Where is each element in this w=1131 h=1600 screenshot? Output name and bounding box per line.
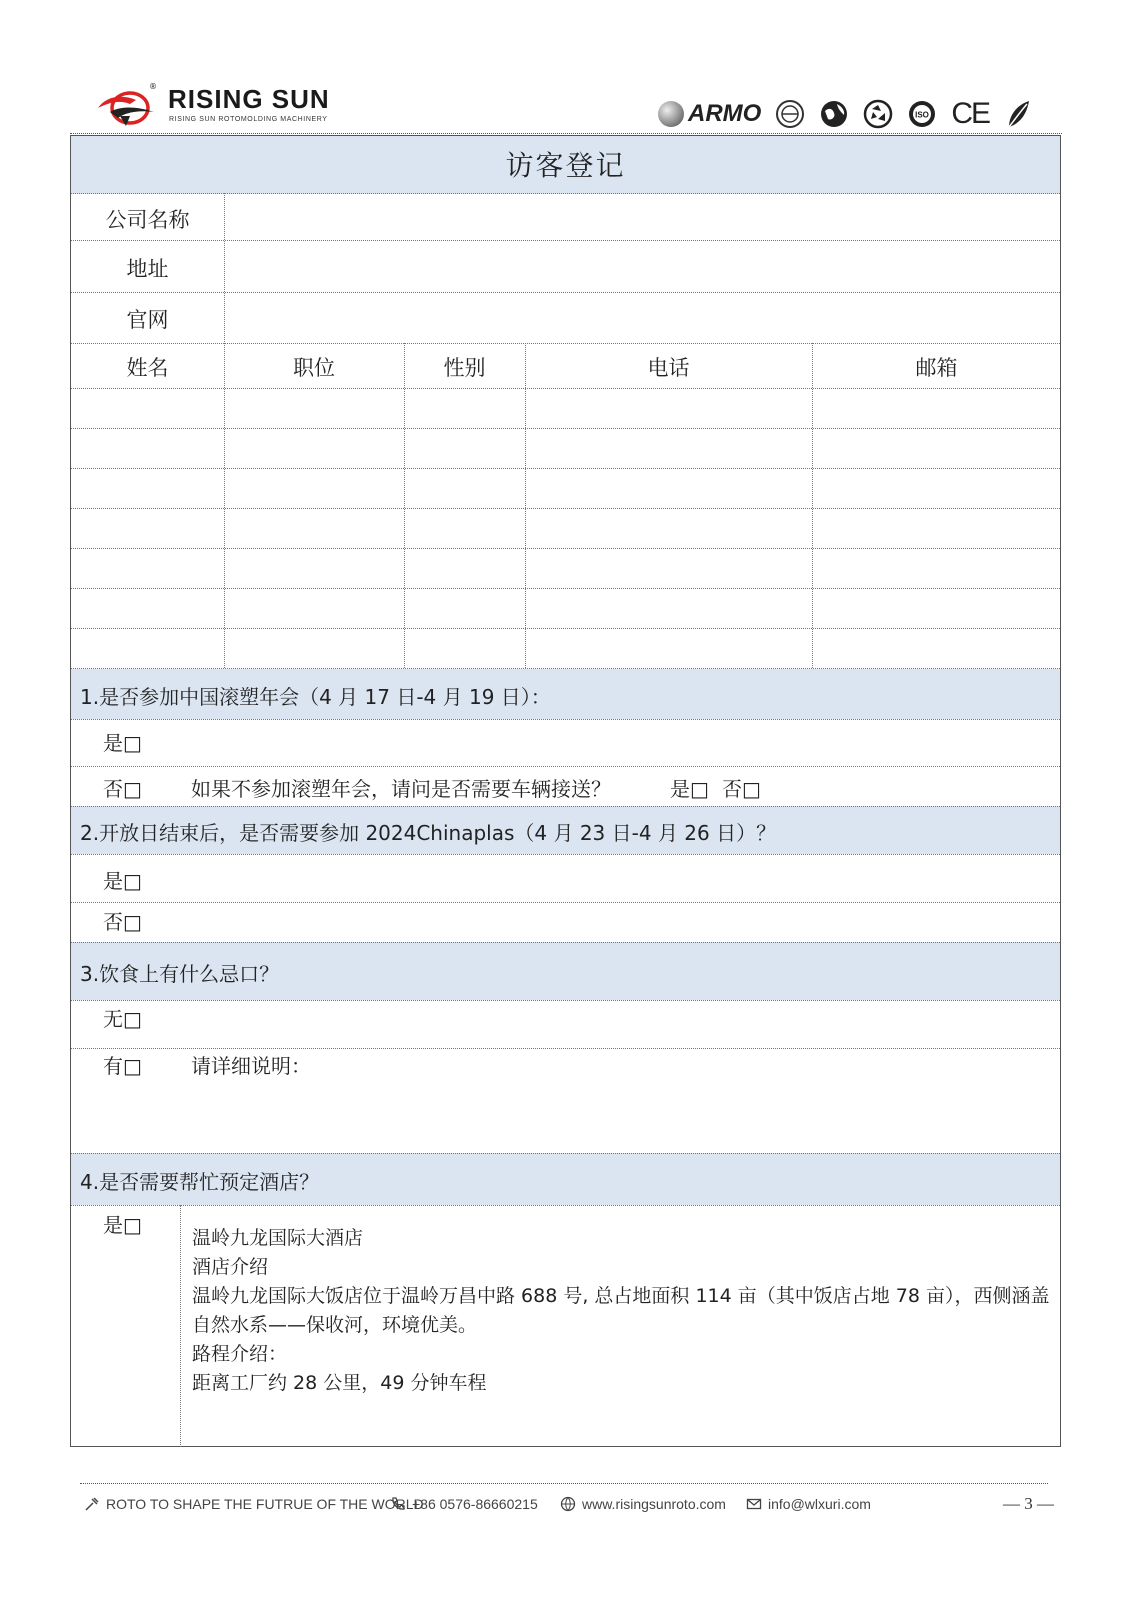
website-input[interactable] <box>225 293 1061 343</box>
website-text: www.risingsunroto.com <box>582 1496 726 1512</box>
column-header-email: 邮箱 <box>915 356 958 380</box>
footer-email[interactable] <box>746 1496 871 1512</box>
armo-ball-icon <box>658 101 684 127</box>
tool-icon <box>84 1496 100 1512</box>
iso-icon <box>907 99 937 129</box>
certification-logos <box>658 94 1033 134</box>
registered-mark: ® <box>149 82 157 91</box>
hotel-intro-title: 酒店介绍 <box>192 1256 269 1278</box>
q3-detail-input[interactable] <box>191 1081 1051 1146</box>
logo-subtitle: RISING SUN ROTOMOLDING MACHINERY <box>169 116 328 123</box>
footer-divider <box>80 1483 1048 1484</box>
route-info: 距离工厂约 28 公里，49 分钟车程 <box>192 1372 487 1394</box>
iso-text: ISO <box>915 110 930 120</box>
page-number: — 3 — <box>1003 1494 1054 1513</box>
company-logo <box>96 82 330 130</box>
cert-ring-icon <box>775 99 805 129</box>
form-title: 访客登记 <box>505 149 626 182</box>
address-input[interactable] <box>225 241 1061 292</box>
footer-slogan <box>84 1496 424 1512</box>
q3-has-checkbox[interactable]: 有□ <box>103 1054 142 1078</box>
q2-yes-checkbox[interactable]: 是□ <box>103 869 142 893</box>
armo-text: ARMO <box>687 100 762 127</box>
phone-text: +86 0576-86660215 <box>412 1496 538 1512</box>
q1-followup-text: 如果不参加滚塑年会，请问是否需要车辆接送？ <box>191 777 611 801</box>
mail-icon <box>746 1496 762 1512</box>
slogan-text: ROTO TO SHAPE THE FUTRUE OF THE WORLD <box>106 1496 424 1512</box>
hotel-info <box>192 1224 1057 1398</box>
phone-icon <box>390 1496 406 1512</box>
armo-logo <box>658 100 761 128</box>
company-name-label: 公司名称 <box>105 208 190 232</box>
column-header-phone: 电话 <box>647 356 690 380</box>
column-header-position: 职位 <box>293 356 335 380</box>
leaf-icon <box>1003 99 1033 129</box>
ce-mark: CE <box>951 97 989 130</box>
website-label: 官网 <box>126 308 169 332</box>
visitor-registration-form <box>70 135 1061 1447</box>
globe-web-icon <box>560 1496 576 1512</box>
q1-no-checkbox[interactable]: 否□ <box>103 777 142 801</box>
hotel-name: 温岭九龙国际大酒店 <box>192 1227 364 1249</box>
q1-pickup-yes-checkbox[interactable]: 是□ <box>670 777 709 801</box>
q3-detail-label: 请详细说明： <box>191 1054 311 1078</box>
recycle-icon <box>863 99 893 129</box>
q2-no-checkbox[interactable]: 否□ <box>103 910 142 934</box>
q1-yes-checkbox[interactable]: 是□ <box>103 731 142 755</box>
question-4: 4.是否需要帮忙预定酒店？ <box>80 1170 320 1194</box>
page-footer <box>84 1496 1054 1520</box>
q3-none-checkbox[interactable]: 无□ <box>103 1007 142 1031</box>
logo-text: RISING SUN <box>168 84 330 114</box>
footer-phone[interactable] <box>390 1496 538 1512</box>
footer-website[interactable] <box>560 1496 726 1512</box>
column-header-name: 姓名 <box>126 356 169 380</box>
q1-pickup-no-checkbox[interactable]: 否□ <box>722 777 761 801</box>
address-label: 地址 <box>126 257 169 281</box>
question-2: 2.开放日结束后，是否需要参加 2024Chinaplas（4 月 23 日-4 月 26 日）？ <box>80 821 777 845</box>
globe-icon <box>819 99 849 129</box>
company-name-input[interactable] <box>225 194 1061 240</box>
question-3: 3.饮食上有什么忌口？ <box>80 962 280 986</box>
column-header-gender: 性别 <box>443 356 486 380</box>
email-text: info@wlxuri.com <box>768 1496 871 1512</box>
hotel-intro: 温岭九龙国际大饭店位于温岭万昌中路 688 号, 总占地面积 114 亩（其中饭店占地 78 亩），西侧涵盖自然水系——保收河，环境优美。 <box>192 1285 1050 1336</box>
question-1: 1.是否参加中国滚塑年会（4 月 17 日-4 月 19 日）： <box>80 685 551 709</box>
header-divider <box>70 133 1062 134</box>
q4-yes-checkbox[interactable]: 是□ <box>103 1213 142 1237</box>
route-title: 路程介绍： <box>192 1343 288 1365</box>
